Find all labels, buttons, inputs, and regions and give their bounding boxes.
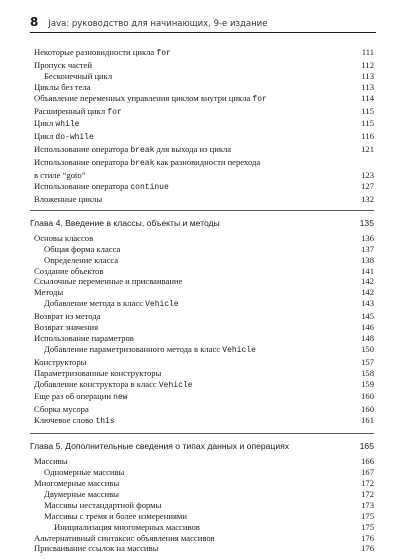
chapter-separator (30, 205, 374, 211)
code-keyword: Vehicle (145, 300, 179, 310)
toc-page-number: 112 (361, 59, 374, 70)
label-text: Массивы с тремя и более измерениями (44, 510, 187, 521)
toc-entry-label (34, 60, 92, 71)
label-text: Глава 4. Введение в классы, объекты и методы (30, 217, 220, 228)
toc-page-number: 176 (361, 543, 374, 554)
toc-entry[interactable] (34, 379, 374, 392)
toc-page-number: 146 (361, 322, 374, 333)
code-keyword: for (252, 94, 267, 104)
toc-entry[interactable] (34, 194, 374, 205)
toc-entry[interactable] (34, 287, 374, 298)
toc-page-number: 115 (361, 105, 374, 116)
label-text: Ключевое слово (34, 415, 96, 426)
toc-entry[interactable] (34, 311, 374, 322)
toc-entry[interactable] (34, 47, 374, 60)
label-text: Расширенный цикл (34, 105, 108, 116)
toc-entry[interactable] (34, 543, 374, 554)
toc-page-number: 148 (361, 332, 374, 343)
toc-entry-label (44, 255, 118, 266)
label-text: Массивы нестандартной формы (44, 499, 162, 510)
toc-entry-label (34, 181, 169, 194)
label-text: Возврат из метода (34, 311, 101, 322)
toc-page-number: 135 (359, 217, 374, 228)
header-rule (30, 32, 376, 33)
label-text: Использование параметров (34, 332, 134, 343)
label-text: Еще раз об операции (34, 391, 114, 402)
toc-page-number: 115 (361, 118, 374, 129)
toc-entry-label (34, 478, 119, 489)
code-keyword: do-while (55, 133, 94, 143)
toc-entry[interactable] (34, 276, 374, 287)
toc-entry[interactable] (34, 333, 374, 344)
toc-page-number: 176 (361, 532, 374, 543)
toc-entry[interactable] (34, 71, 374, 82)
toc-entry-label (34, 131, 94, 144)
label-text: Цикл (34, 131, 56, 142)
toc-entry[interactable] (34, 344, 374, 357)
label-text: Многомерные массивы (34, 478, 120, 488)
toc-entry[interactable] (34, 500, 374, 511)
toc-entry-label (34, 194, 102, 205)
label-text: Двумерные массивы (44, 488, 119, 499)
toc-entry-label (34, 266, 103, 277)
toc-page-number: 172 (361, 488, 374, 499)
toc-entry[interactable] (34, 266, 374, 277)
toc-page-number: 167 (361, 467, 374, 478)
label-text: Использование оператора (34, 180, 131, 191)
code-keyword: for (156, 49, 171, 58)
label-text: в стиле “goto” (34, 170, 86, 181)
toc-entry-label (34, 456, 68, 467)
toc-entry[interactable] (34, 322, 374, 333)
toc-page-number: 114 (361, 92, 374, 103)
toc-entry[interactable] (34, 522, 374, 533)
toc-page-number: 175 (361, 521, 374, 532)
label-text: Бесконечный цикл (44, 70, 113, 81)
code-keyword: continue (130, 182, 169, 192)
label-text: Параметризованные конструкторы (34, 367, 162, 378)
toc-entry[interactable] (34, 357, 374, 368)
toc-entry-label (34, 233, 93, 244)
toc-entry-label (54, 522, 200, 533)
label-text: Конструкторы (34, 356, 87, 367)
toc-page-number: 161 (361, 415, 374, 426)
toc-page-number: 113 (361, 70, 374, 81)
toc-entry-label (44, 467, 124, 478)
code-keyword: while (55, 120, 80, 130)
label-text: Общая форма класса (44, 243, 121, 254)
toc-entry[interactable] (34, 298, 374, 311)
toc-entry[interactable] (34, 157, 374, 170)
toc-entry[interactable] (34, 131, 374, 144)
toc-entry[interactable] (34, 233, 374, 244)
toc-page-number: 141 (361, 265, 374, 276)
toc-chapter-heading[interactable] (30, 440, 374, 452)
toc-entry[interactable] (34, 118, 374, 131)
toc-entry-label (44, 500, 161, 511)
toc-page-number: 145 (361, 311, 374, 322)
label-text: Некоторые разновидности цикла (34, 47, 157, 57)
label-text: Методы (34, 287, 64, 298)
toc-entry[interactable] (34, 93, 374, 106)
toc-entry[interactable] (34, 106, 374, 119)
toc-entry-label (34, 333, 134, 344)
toc-page-number: 123 (361, 170, 374, 181)
toc-page-number: 137 (361, 243, 374, 254)
toc-entry[interactable] (34, 478, 374, 489)
toc-entry[interactable] (34, 533, 374, 544)
toc-entry-label (44, 511, 187, 522)
toc-entry-label (34, 287, 63, 298)
running-header (30, 15, 376, 31)
label-text: Глава 5. Дополнительные сведения о типах данных и операциях (30, 441, 290, 452)
code-keyword: break (130, 146, 155, 156)
toc-entry-label (34, 543, 158, 554)
toc-page-number: 111 (361, 47, 374, 57)
toc-page-number: 138 (361, 254, 374, 265)
toc-entry-label (34, 415, 115, 428)
toc-entry[interactable] (34, 181, 374, 194)
toc-entry-label (34, 404, 89, 415)
toc-entry[interactable] (34, 456, 374, 467)
toc-entry-label (44, 344, 256, 357)
toc-page-number: 172 (361, 478, 374, 488)
label-text: Объявление переменных управления циклом внутри цикла (34, 92, 253, 103)
toc-entry-label (44, 71, 112, 82)
label-text: для выхода из цикла (154, 144, 232, 155)
toc-page-number: 157 (361, 356, 374, 367)
toc-page-number: 142 (361, 287, 374, 298)
code-keyword: Vehicle (158, 380, 193, 390)
label-text: Использование оператора (34, 157, 131, 168)
toc-entry[interactable] (34, 368, 374, 379)
label-text: Добавление конструктора в класс (34, 378, 159, 389)
toc-entry-label (34, 322, 98, 333)
label-text: Определение класса (44, 254, 119, 265)
toc-page-number: 166 (361, 456, 374, 467)
toc-page-number: 116 (361, 131, 374, 142)
toc-entry-label (30, 217, 220, 229)
toc-entry-label (44, 244, 120, 255)
label-text: Одномерные массивы (44, 467, 125, 478)
toc-page-number: 175 (361, 510, 374, 521)
toc-page-number: 159 (361, 378, 374, 389)
toc-entry[interactable] (34, 244, 374, 255)
label-text: Альтернативный синтаксис объявления массивов (34, 532, 215, 543)
toc-entry-label (44, 489, 119, 500)
toc-entry[interactable] (34, 170, 374, 181)
toc-entry[interactable] (34, 415, 374, 428)
table-of-contents (30, 47, 374, 554)
label-text: Основы классов (34, 232, 94, 243)
label-text: Создание объектов (34, 265, 104, 276)
toc-page-number: 143 (361, 298, 374, 309)
toc-entry[interactable] (34, 391, 374, 404)
toc-entry[interactable] (34, 255, 374, 266)
toc-entry-label (30, 440, 289, 452)
code-keyword: break (130, 159, 155, 169)
toc-entry-label (34, 533, 215, 544)
label-text: Возврат значения (34, 322, 99, 333)
page-number: 8 (30, 15, 39, 29)
toc-entry-label (34, 82, 91, 93)
toc-page-number: 150 (361, 343, 374, 354)
toc-entry-label (34, 276, 182, 287)
label-text: Вложенные циклы (34, 193, 103, 204)
label-text: Циклы без тела (34, 81, 91, 92)
label-text: Добавление параметризованного метода в класс (44, 343, 223, 354)
toc-page-number: 142 (361, 276, 374, 287)
toc-entry[interactable] (34, 467, 374, 478)
code-keyword: for (107, 107, 122, 117)
toc-page-number: 160 (361, 391, 374, 402)
label-text: Пропуск частей (34, 59, 92, 70)
label-text: как разновидности перехода (154, 157, 261, 168)
toc-entry-label (34, 47, 171, 60)
toc-page-number: 165 (359, 441, 374, 452)
toc-page-number: 121 (361, 144, 374, 155)
label-text: Сборка мусора (34, 404, 89, 415)
toc-entry[interactable] (34, 489, 374, 500)
label-text: Ссылочные переменные и присваивание (34, 276, 183, 287)
label-text: Цикл (34, 118, 56, 129)
toc-entry[interactable] (34, 60, 374, 71)
label-text: Присваивание ссылок на массивы (34, 543, 159, 554)
toc-entry-label (34, 118, 79, 131)
toc-page-number: 127 (361, 180, 374, 191)
label-text: Инициализация многомерных массивов (54, 521, 200, 532)
toc-entry-label (34, 391, 127, 404)
chapter-separator (30, 428, 374, 434)
toc-page-number: 136 (361, 232, 374, 243)
code-keyword: this (95, 417, 115, 427)
toc-entry-label (34, 144, 231, 157)
toc-entry-label (34, 157, 260, 170)
book-title: Java: руководство для начинающих, 9-е издание (48, 19, 268, 29)
toc-page-number: 113 (361, 81, 374, 92)
toc-entry[interactable] (34, 404, 374, 415)
code-keyword: Vehicle (222, 345, 256, 355)
toc-entry[interactable] (34, 511, 374, 522)
toc-page-number: 173 (361, 499, 374, 510)
label-text: Использование оператора (34, 144, 131, 155)
code-keyword: new (113, 393, 128, 403)
label-text: Массивы (34, 456, 68, 467)
toc-page-number: 132 (361, 193, 374, 204)
toc-chapter-heading[interactable] (30, 217, 374, 229)
toc-entry[interactable] (34, 144, 374, 157)
toc-page-number: 158 (361, 367, 374, 378)
toc-entry-label (44, 298, 179, 311)
toc-entry-label (34, 106, 122, 119)
toc-entry-label (34, 311, 101, 322)
toc-entry-label (34, 368, 161, 379)
toc-entry[interactable] (34, 82, 374, 93)
toc-entry-label (34, 170, 86, 181)
label-text: Добавление метода в класс (44, 298, 146, 309)
toc-entry-label (34, 357, 86, 368)
toc-entry-label (34, 93, 267, 106)
toc-entry-label (34, 379, 192, 392)
toc-page-number: 160 (361, 404, 374, 415)
